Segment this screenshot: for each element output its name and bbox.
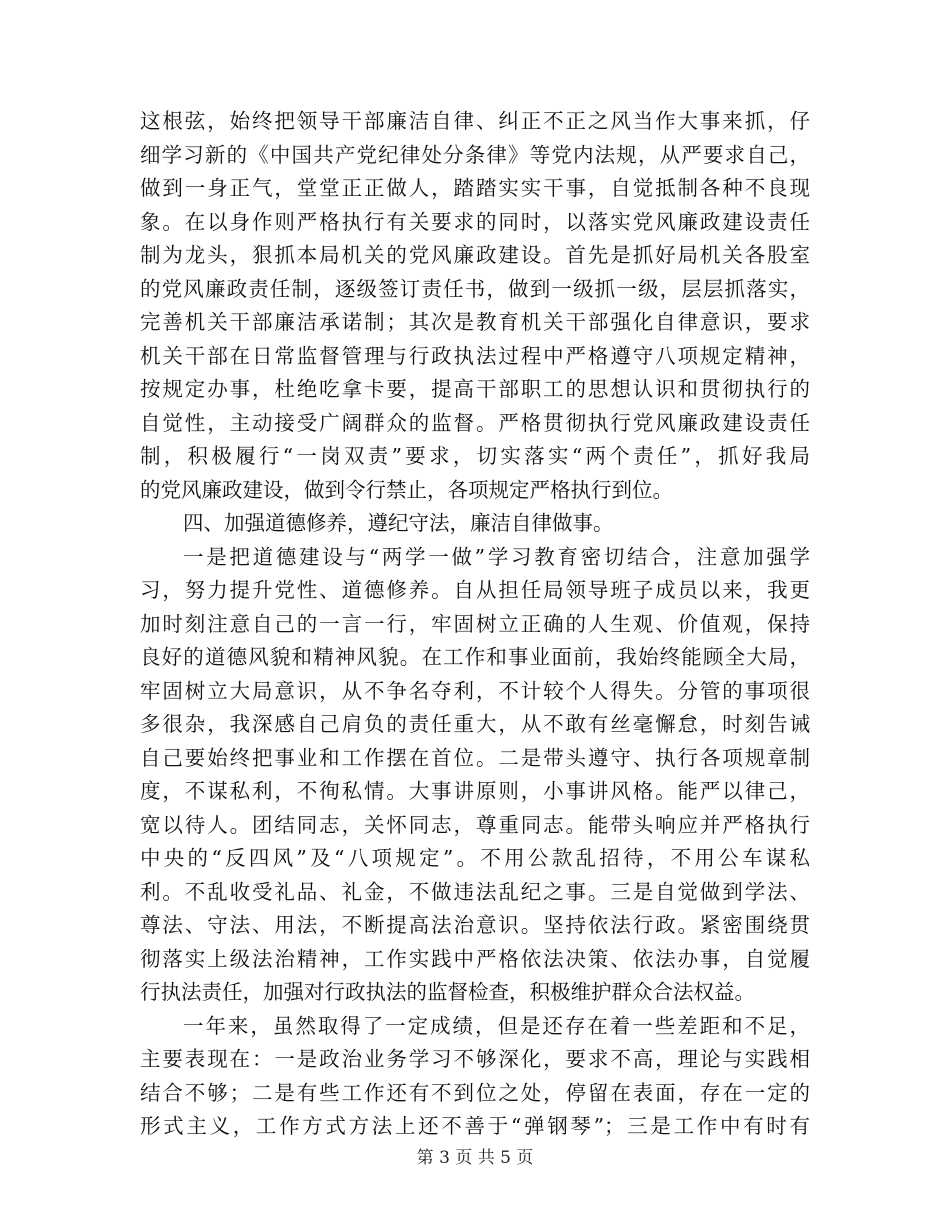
text-line: 彻落实上级法治精神，工作实践中严格依法决策、依法办事，自觉履 [140,946,810,971]
text-line: 制，积极履行“一岗双责”要求，切实落实“两个责任”，抓好我局 [140,444,810,468]
text-line: 完善机关干部廉洁承诺制；其次是教育机关干部强化自律意识，要求 [140,310,810,334]
text-line: 良好的道德风貌和精神风貌。在工作和事业面前，我始终能顾全大局， [140,645,810,669]
text-line: 一年来，虽然取得了一定成绩，但是还存在着一些差距和不足， [183,1013,810,1038]
text-line: 的党风廉政建设，做到令行禁止，各项规定严格执行到位。 [140,477,673,502]
page-footer: 第 3 页 共 5 页 [416,1148,534,1168]
text-line: 象。在以身作则严格执行有关要求的同时，以落实党风廉政建设责任 [140,209,810,234]
text-line: 度，不谋私利，不徇私情。大事讲原则，小事讲风格。能严以律己， [140,779,810,803]
text-line: 行执法责任，加强对行政执法的监督检查，积极维护群众合法权益。 [140,980,755,1004]
text-line: 按规定办事，杜绝吃拿卡要，提高干部职工的思想认识和贯彻执行的 [140,377,810,401]
text-line: 自己要始终把事业和工作摆在首位。二是带头遵守、执行各项规章制 [140,745,810,770]
text-line: 加时刻注意自己的一言一行，牢固树立正确的人生观、价值观，保持 [140,611,810,636]
body-text [140,105,810,1144]
text-line: 制为龙头，狠抓本局机关的党风廉政建设。首先是抓好局机关各股室 [140,243,810,267]
text-line: 宽以待人。团结同志，关怀同志，尊重同志。能带头响应并严格执行 [140,812,810,837]
text-line: 多很杂，我深感自己肩负的责任重大，从不敢有丝毫懈怠，时刻告诫 [140,712,810,736]
text-line: 做到一身正气，堂堂正正做人，踏踏实实干事，自觉抵制各种不良现 [140,176,810,200]
text-line: 细学习新的《中国共产党纪律处分条律》等党内法规，从严要求自己， [140,142,810,167]
text-line: 一是把道德建设与“两学一做”学习教育密切结合，注意加强学 [183,544,810,569]
text-line: 主要表现在：一是政治业务学习不够深化，要求不高，理论与实践相 [140,1047,810,1071]
text-line: 尊法、守法、用法，不断提高法治意识。坚持依法行政。紧密围绕贯 [140,913,810,937]
text-line: 这根弦，始终把领导干部廉洁自律、纠正不正之风当作大事来抓，仔 [140,109,810,133]
text-line: 牢固树立大局意识，从不争名夺利，不计较个人得失。分管的事项很 [140,678,810,703]
text-line: 形式主义，工作方式方法上还不善于“弹钢琴”；三是工作中有时有 [140,1114,810,1138]
text-line: 利。不乱收受礼品、礼金，不做违法乱纪之事。三是自觉做到学法、 [140,879,810,904]
text-line: 结合不够；二是有些工作还有不到位之处，停留在表面，存在一定的 [140,1080,810,1105]
text-line: 的党风廉政责任制，逐级签订责任书，做到一级抓一级，层层抓落实， [140,276,810,301]
text-line: 习，努力提升党性、道德修养。自从担任局领导班子成员以来，我更 [140,578,810,602]
text-line: 中央的“反四风”及“八项规定”。不用公款乱招待，不用公车谋私 [140,846,810,870]
text-line: 自觉性，主动接受广阔群众的监督。严格贯彻执行党风廉政建设责任 [140,410,810,435]
section-heading: 四、加强道德修养，遵纪守法，廉洁自律做事。 [183,511,614,535]
text-line: 机关干部在日常监督管理与行政执法过程中严格遵守八项规定精神， [140,343,810,368]
